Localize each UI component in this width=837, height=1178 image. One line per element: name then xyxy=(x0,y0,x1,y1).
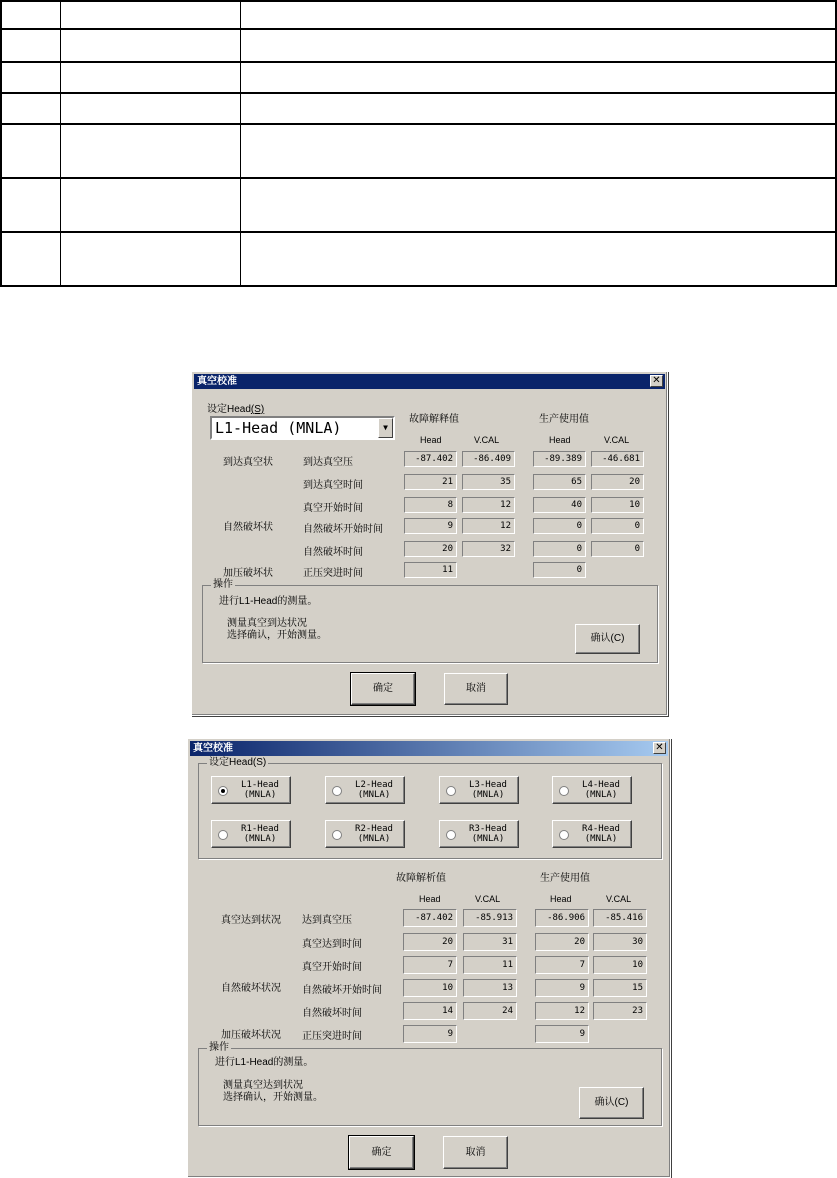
table-row xyxy=(1,1,836,29)
title-bar xyxy=(190,741,668,756)
row-label: 自然破坏开始时间 xyxy=(303,524,383,535)
vacuum-calibration-dialog-1 xyxy=(191,371,668,716)
value-field: -85.913 xyxy=(463,909,517,927)
value-field: 20 xyxy=(404,541,457,557)
value-field: 8 xyxy=(404,497,457,513)
head-radio-l4[interactable]: L4-Head (MNLA) xyxy=(552,776,632,804)
value-field: 12 xyxy=(535,1002,589,1020)
row-label: 正压突进时间 xyxy=(303,568,363,579)
row-label: 真空开始时间 xyxy=(302,962,362,973)
value-field: -86.409 xyxy=(462,451,515,467)
value-field: 20 xyxy=(535,933,589,951)
column-header-vcal: V.CAL xyxy=(474,435,500,445)
value-field: 7 xyxy=(403,956,457,974)
vacuum-calibration-dialog-2 xyxy=(187,738,671,1178)
value-field: 9 xyxy=(404,518,457,534)
radio-unselected-icon xyxy=(446,786,456,796)
chevron-down-icon[interactable]: ▼ xyxy=(378,418,393,438)
category-pressure: 加压破坏状 xyxy=(223,568,273,579)
cancel-button[interactable]: 取消 xyxy=(444,673,508,705)
ok-button[interactable]: 确定 xyxy=(351,673,415,705)
value-field: 0 xyxy=(591,541,644,557)
category-pressure: 加压破坏状况 xyxy=(221,1030,281,1041)
column-header-head: Head xyxy=(420,435,442,445)
value-field: 0 xyxy=(533,541,586,557)
value-field: 9 xyxy=(535,1025,589,1043)
value-field: 11 xyxy=(463,956,517,974)
row-label: 到达真空时间 xyxy=(303,480,363,491)
head-radio-r1[interactable]: R1-Head (MNLA) xyxy=(211,820,291,848)
category-natural: 自然破坏状况 xyxy=(221,983,281,994)
value-field: 40 xyxy=(533,497,586,513)
value-field: 0 xyxy=(591,518,644,534)
radio-unselected-icon xyxy=(332,830,342,840)
value-field: 7 xyxy=(535,956,589,974)
title-bar xyxy=(194,374,665,389)
value-field: 10 xyxy=(591,497,644,513)
operation-text-1: 进行L1-Head的测量。 xyxy=(219,596,318,607)
table-row xyxy=(1,62,836,93)
value-field: 23 xyxy=(593,1002,647,1020)
head-radio-l2[interactable]: L2-Head (MNLA) xyxy=(325,776,405,804)
head-dropdown[interactable]: L1-Head (MNLA) ▼ xyxy=(210,416,395,440)
document-table xyxy=(0,0,837,287)
value-field: -85.416 xyxy=(593,909,647,927)
ok-button[interactable]: 确定 xyxy=(349,1136,414,1169)
value-field: -46.681 xyxy=(591,451,644,467)
value-field: 10 xyxy=(593,956,647,974)
category-natural: 自然破坏状 xyxy=(223,522,273,533)
production-values-header: 生产使用值 xyxy=(539,414,589,425)
value-field: -87.402 xyxy=(404,451,457,467)
value-field: 0 xyxy=(533,518,586,534)
operation-text-1: 进行L1-Head的测量。 xyxy=(215,1057,314,1068)
value-field: 9 xyxy=(535,979,589,997)
row-label: 到达真空压 xyxy=(303,457,353,468)
operation-text-3: 选择确认，开始测量。 xyxy=(223,1092,323,1103)
value-field: 0 xyxy=(533,562,586,578)
head-radio-l1[interactable]: L1-Head (MNLA) xyxy=(211,776,291,804)
value-field: -89.389 xyxy=(533,451,586,467)
radio-unselected-icon xyxy=(332,786,342,796)
value-field: 12 xyxy=(462,497,515,513)
table-row xyxy=(1,124,836,178)
confirm-button[interactable]: 确认(C) xyxy=(579,1087,644,1119)
value-field: 65 xyxy=(533,474,586,490)
head-select-label: 设定Head(S) xyxy=(207,404,265,415)
row-label: 达到真空压 xyxy=(302,915,352,926)
close-icon[interactable]: ✕ xyxy=(653,742,666,754)
column-header-vcal: V.CAL xyxy=(604,435,630,445)
row-label: 自然破坏时间 xyxy=(302,1008,362,1019)
fault-values-header: 故障解释值 xyxy=(409,414,459,425)
operation-group-title: 操作 xyxy=(209,1042,229,1053)
row-label: 真空开始时间 xyxy=(303,503,363,514)
value-field: 32 xyxy=(462,541,515,557)
confirm-button[interactable]: 确认(C) xyxy=(575,624,640,654)
dialog-title: 真空校准 xyxy=(193,743,233,754)
head-select-group xyxy=(198,757,662,859)
radio-unselected-icon xyxy=(218,830,228,840)
column-header-vcal: V.CAL xyxy=(475,894,501,904)
value-field: 31 xyxy=(463,933,517,951)
table-row xyxy=(1,178,836,232)
value-field: 24 xyxy=(463,1002,517,1020)
radio-unselected-icon xyxy=(446,830,456,840)
close-icon[interactable]: ✕ xyxy=(650,375,663,387)
value-field: 13 xyxy=(463,979,517,997)
column-header-head: Head xyxy=(550,894,572,904)
table-row xyxy=(1,232,836,286)
operation-text-2: 测量真空到达状况 xyxy=(227,618,307,629)
value-field: 21 xyxy=(404,474,457,490)
row-label: 真空达到时间 xyxy=(302,939,362,950)
radio-selected-icon xyxy=(218,786,228,796)
value-field: -87.402 xyxy=(403,909,457,927)
head-select-group-title: 设定Head(S) xyxy=(209,757,267,768)
table-row xyxy=(1,93,836,124)
head-radio-r3[interactable]: R3-Head (MNLA) xyxy=(439,820,519,848)
value-field: 10 xyxy=(403,979,457,997)
value-field: 35 xyxy=(462,474,515,490)
value-field: 11 xyxy=(404,562,457,578)
column-header-vcal: V.CAL xyxy=(606,894,632,904)
row-label: 自然破坏开始时间 xyxy=(302,985,382,996)
column-header-head: Head xyxy=(419,894,441,904)
category-reach: 到达真空状 xyxy=(223,457,273,468)
dialog-title: 真空校准 xyxy=(197,376,237,387)
category-reach: 真空达到状况 xyxy=(221,915,281,926)
value-field: 9 xyxy=(403,1025,457,1043)
production-values-header: 生产使用值 xyxy=(540,873,590,884)
operation-text-2: 测量真空达到状况 xyxy=(223,1080,303,1091)
operation-group xyxy=(202,579,658,663)
operation-group-title: 操作 xyxy=(213,579,233,590)
value-field: 20 xyxy=(403,933,457,951)
value-field: 15 xyxy=(593,979,647,997)
value-field: 20 xyxy=(591,474,644,490)
operation-group xyxy=(198,1042,662,1126)
operation-text-3: 选择确认，开始测量。 xyxy=(227,630,327,641)
radio-unselected-icon xyxy=(559,786,569,796)
head-radio-r4[interactable]: R4-Head (MNLA) xyxy=(552,820,632,848)
value-field: 14 xyxy=(403,1002,457,1020)
column-header-head: Head xyxy=(549,435,571,445)
row-label: 自然破坏时间 xyxy=(303,547,363,558)
head-radio-l3[interactable]: L3-Head (MNLA) xyxy=(439,776,519,804)
value-field: -86.906 xyxy=(535,909,589,927)
cancel-button[interactable]: 取消 xyxy=(443,1136,508,1169)
fault-values-header: 故障解析值 xyxy=(396,873,446,884)
row-label: 正压突进时间 xyxy=(302,1031,362,1042)
value-field: 30 xyxy=(593,933,647,951)
radio-unselected-icon xyxy=(559,830,569,840)
table-row xyxy=(1,29,836,62)
head-radio-r2[interactable]: R2-Head (MNLA) xyxy=(325,820,405,848)
value-field: 12 xyxy=(462,518,515,534)
